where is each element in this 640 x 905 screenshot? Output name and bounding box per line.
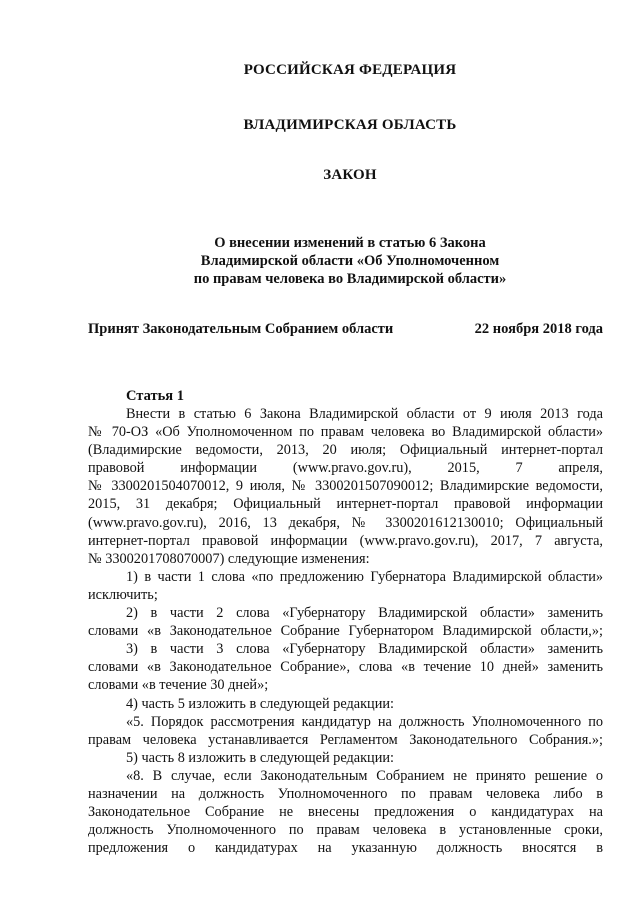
- header-doc-type: ЗАКОН: [323, 167, 377, 183]
- article-text-line: назначении на должность Уполномоченного по правам человека либо в: [88, 785, 603, 802]
- article-text-line: 1) в части 1 слова «по предложению Губернатора Владимирской области»: [126, 568, 603, 585]
- article-text-line: словами «в Законодательное Собрание», слова «в течение 10 дней» заменить: [88, 659, 603, 676]
- article-text-line: 2) в части 2 слова «Губернатору Владимирской области» заменить: [126, 605, 603, 622]
- article-text-line: словами «в течение 30 дней»;: [88, 677, 269, 694]
- adoption-date: 22 ноября 2018 года: [474, 321, 603, 337]
- article-text-line: предложения о кандидатурах на указанную должность вносятся в: [88, 840, 603, 857]
- article-text-line: должность Уполномоченного по правам человека в установленные сроки,: [88, 822, 603, 839]
- article-text-line: (Владимирские ведомости, 2013, 20 июля; Официальный интернет-портал: [88, 442, 603, 459]
- article-text-line: словами «в Законодательное Собрание Губернатором Владимирской области,»;: [88, 623, 603, 640]
- article-text-line: интернет-портал правовой информации (www.pravo.gov.ru), 2017, 7 августа,: [88, 532, 603, 549]
- article-text-line: 4) часть 5 изложить в следующей редакции:: [126, 695, 394, 712]
- article-text-line: (www.pravo.gov.ru), 2016, 13 декабря, № 3300201612130010; Официальный: [88, 514, 603, 531]
- article-text-line: правам человека устанавливается Регламентом Законодательного Собрания.»;: [88, 731, 603, 748]
- article-text-line: правовой информации (www.pravo.gov.ru), 2015, 7 апреля,: [88, 460, 603, 477]
- article-text-line: Внести в статью 6 Закона Владимирской области от 9 июля 2013 года: [126, 406, 603, 422]
- article-text-line: Законодательное Собрание не внесены предложения о кандидатурах на: [88, 804, 603, 821]
- article-body: [88, 405, 603, 857]
- article-text-line: 2015, 31 декабря; Официальный интернет-портал правовой информации: [88, 496, 603, 513]
- law-title-line: по правам человека во Владимирской области»: [193, 271, 507, 287]
- article-text-line: 5) часть 8 изложить в следующей редакции:: [126, 749, 394, 766]
- header-region: ВЛАДИМИРСКАЯ ОБЛАСТЬ: [243, 117, 457, 133]
- article-text-line: № 3300201708070007) следующие изменения:: [88, 550, 370, 567]
- article-text-line: № 70-ОЗ «Об Уполномоченном по правам человека во Владимирской области»: [88, 424, 603, 441]
- header-country: РОССИЙСКАЯ ФЕДЕРАЦИЯ: [243, 62, 457, 78]
- article-text-line: № 3300201504070012, 9 июля, № 3300201507090012; Владимирские ведомости,: [88, 478, 603, 495]
- article-text-line: 3) в части 3 слова «Губернатору Владимирской области» заменить: [126, 641, 603, 658]
- adopted-by: Принят Законодательным Собранием области: [88, 321, 394, 337]
- article-text-line: исключить;: [88, 586, 158, 603]
- law-title-line: Владимирской области «Об Уполномоченном: [200, 253, 500, 269]
- law-title-line: О внесении изменений в статью 6 Закона: [214, 235, 486, 251]
- law-title: [0, 234, 640, 288]
- article-text-line: «8. В случае, если Законодательным Собранием не принято решение о: [126, 767, 603, 784]
- article-text-line: «5. Порядок рассмотрения кандидатур на должность Уполномоченного по: [126, 713, 603, 730]
- article-title: Статья 1: [126, 388, 184, 404]
